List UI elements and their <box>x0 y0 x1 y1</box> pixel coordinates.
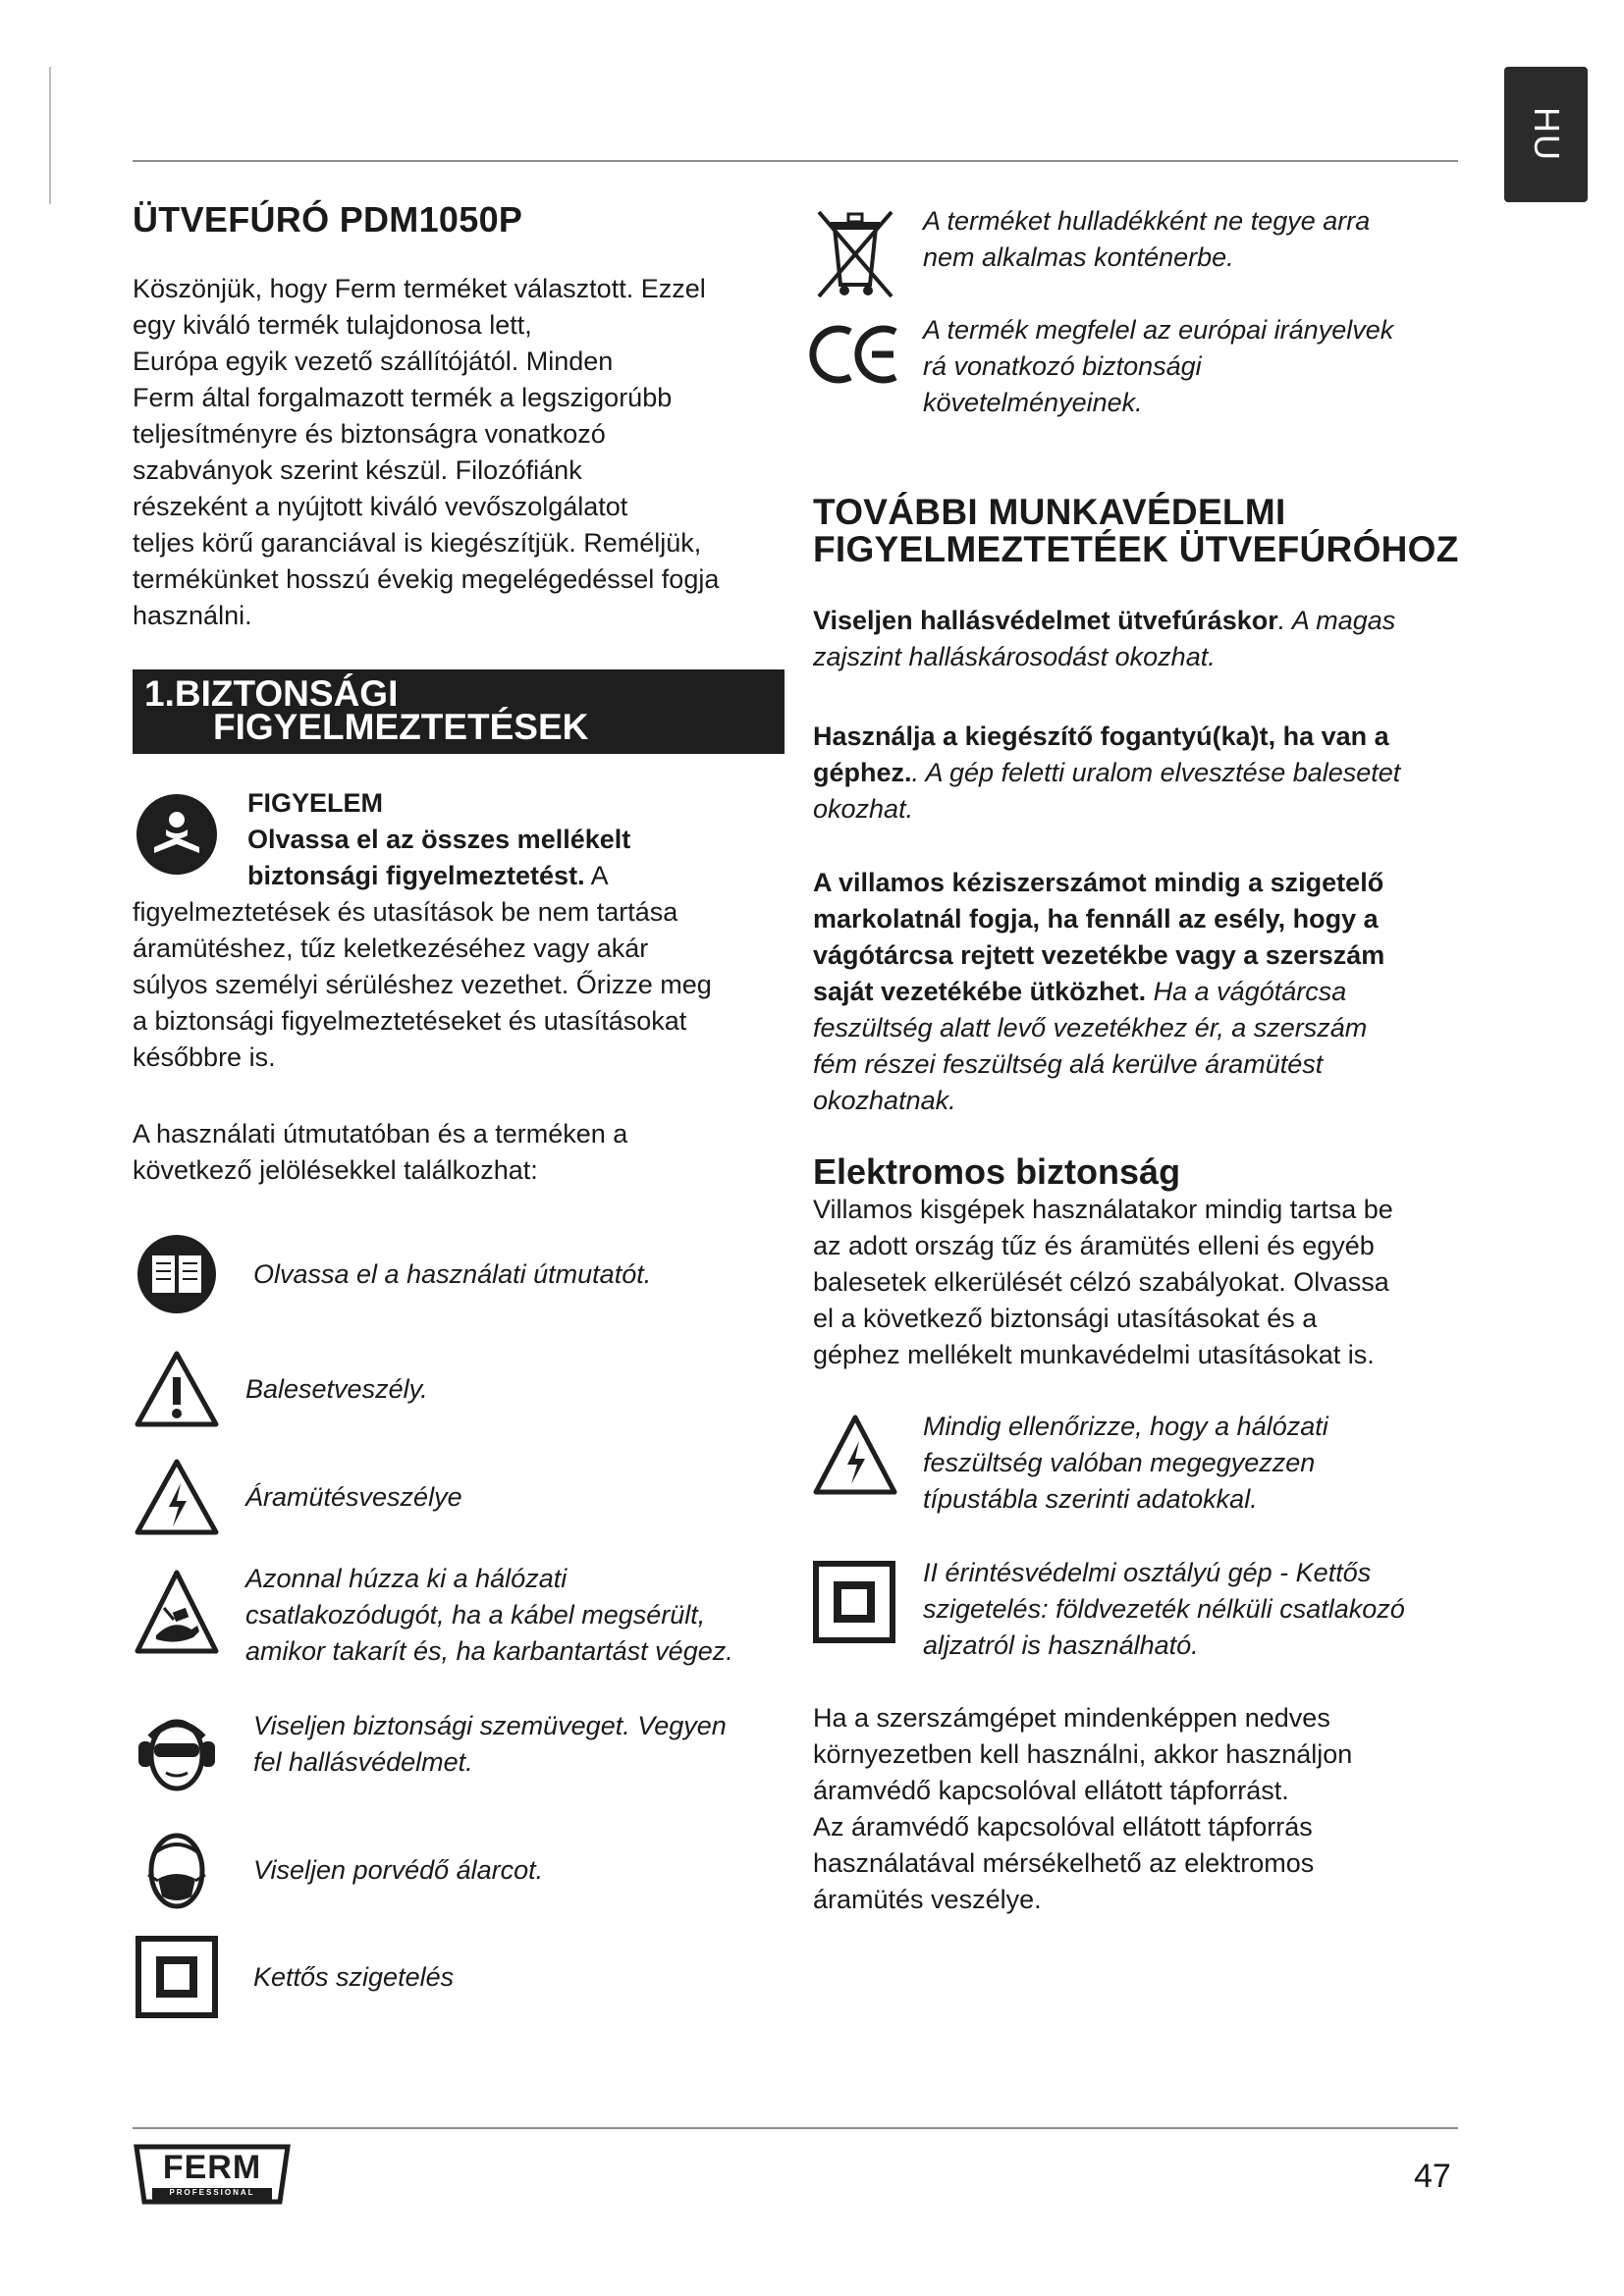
ce-text <box>923 312 1473 421</box>
electrical-safety-body <box>813 1192 1461 1373</box>
weee-bin-icon <box>813 206 897 300</box>
symbol-text: Balesetveszély. <box>245 1373 428 1404</box>
symbol-row <box>133 1350 428 1428</box>
elec-line: géphez mellékelt munkavédelmi utasításokat is. <box>813 1340 1375 1369</box>
intro-line: teljesítményre és biztonságra vonatkozó <box>133 419 606 449</box>
top-rule <box>133 160 1458 162</box>
voltage-line: feszültség valóban megegyezzen <box>923 1448 1316 1477</box>
heading-line1: TOVÁBBI MUNKAVÉDELMI <box>813 492 1286 532</box>
class2-line: II érintésvédelmi osztályú gép - Kettős <box>923 1558 1372 1587</box>
para-italic: Ha a vágótárcsa <box>1146 977 1347 1006</box>
weee-line: A terméket hulladékként ne tegye arra <box>923 206 1371 236</box>
symbol-row <box>133 1826 543 1914</box>
electric-shock-icon <box>133 1458 221 1536</box>
ce-line: A termék megfelel az európai irányelvek <box>923 315 1394 345</box>
symbol-row <box>133 1232 651 1316</box>
symbols-intro <box>133 1116 781 1189</box>
manual-icon <box>133 1232 221 1316</box>
closing-line: Az áramvédő kapcsolóval ellátott tápforrás <box>813 1812 1313 1842</box>
section-title-line1: 1.BIZTONSÁGI <box>144 673 399 714</box>
ce-line: követelményeinek. <box>923 388 1143 417</box>
para-italic: . A gép feletti uralom elvesztése balesetet <box>911 758 1401 787</box>
goggles-ear-protection-icon <box>133 1708 221 1796</box>
warning-bold-line: Olvassa el az összes mellékelt <box>247 825 631 854</box>
symbol-text: Kettős szigetelés <box>253 1961 455 1992</box>
closing-line: használatával mérsékelhető az elektromos <box>813 1848 1315 1878</box>
intro-line: teljes körű garanciával is kiegészítjük. Reméljük, <box>133 528 702 558</box>
page-number: 47 <box>1414 2158 1451 2195</box>
closing-line: áramütés veszélye. <box>813 1885 1042 1914</box>
warning-line: a biztonsági figyelmeztetéseket és utasításokat <box>133 1006 687 1036</box>
dust-mask-icon <box>133 1826 221 1914</box>
warning-line: későbbre is. <box>133 1042 276 1072</box>
para-bold: Használja a kiegészítő fogantyú(ka)t, ha van a <box>813 721 1389 751</box>
heading-line2: FIGYELMEZTETÉEK ÜTVEFÚRÓHOZ <box>813 529 1459 569</box>
symbol-text: Olvassa el a használati útmutatót. <box>253 1258 652 1289</box>
logo-wordmark: FERM <box>162 2149 262 2186</box>
para-bold: markolatnál fogja, ha fennáll az esély, hogy a <box>813 904 1379 934</box>
voltage-line: Mindig ellenőrizze, hogy a hálózati <box>923 1412 1328 1441</box>
voltage-text <box>923 1409 1473 1518</box>
class2-line: szigetelés: földvezeték nélküli csatlakozó <box>923 1594 1405 1624</box>
symbol-text-line: fel hallásvédelmet. <box>253 1747 473 1777</box>
insulated-grip-paragraph <box>813 865 1461 1119</box>
para-italic: fém részei feszültség alá kerülve áramütést <box>813 1049 1324 1079</box>
intro-line: termékünket hosszú évekig megelégedéssel fogja <box>133 564 720 594</box>
symbols-intro-line: A használati útmutatóban és a terméken a <box>133 1119 628 1148</box>
intro-line: egy kiváló termék tulajdonosa lett, <box>133 310 532 340</box>
closing-line: környezetben kell használni, akkor használjon <box>813 1739 1353 1769</box>
closing-paragraph <box>813 1700 1461 1918</box>
weee-line: nem alkalmas konténerbe. <box>923 242 1234 272</box>
para-italic: okozhat. <box>813 794 914 824</box>
voltage-warning-icon <box>813 1414 897 1498</box>
elec-line: Villamos kisgépek használatakor mindig tartsa be <box>813 1195 1393 1224</box>
logo-subtitle: PROFESSIONAL <box>169 2188 255 2197</box>
warning-heading: FIGYELEM <box>247 788 384 818</box>
intro-line: szabványok szerint készül. Filozófiánk <box>133 455 582 485</box>
language-tab <box>1504 67 1588 202</box>
para-italic: zajszint halláskárosodást okozhat. <box>813 642 1216 671</box>
read-manual-warning-icon <box>133 790 221 879</box>
warning-line: áramütéshez, tűz keletkezéséhez vagy akár <box>133 934 649 963</box>
elec-line: balesetek elkerülését célzó szabályokat. Olvassa <box>813 1267 1389 1297</box>
symbol-row <box>133 1936 454 2018</box>
para-italic: okozhatnak. <box>813 1086 956 1115</box>
weee-text <box>923 203 1473 276</box>
warning-body <box>133 894 781 1076</box>
voltage-line: típustábla szerinti adatokkal. <box>923 1484 1258 1514</box>
ce-line: rá vonatkozó biztonsági <box>923 351 1202 381</box>
warning-bold-line: biztonsági figyelmeztetést. <box>247 861 585 890</box>
symbol-text-line: Azonnal húzza ki a hálózati <box>245 1564 568 1593</box>
symbol-text-block <box>253 1708 727 1781</box>
electrical-safety-heading: Elektromos biztonság <box>813 1151 1181 1192</box>
intro-line: részeként a nyújtott kiváló vevőszolgálatot <box>133 492 628 521</box>
para-bold: vágótárcsa rejtett vezetékbe vagy a szerszám <box>813 940 1385 970</box>
hearing-protection-paragraph <box>813 603 1461 675</box>
symbol-text-line: Viseljen biztonsági szemüveget. Vegyen <box>253 1711 727 1740</box>
product-title: ÜTVEFÚRÓ PDM1050P <box>133 199 523 240</box>
warning-line: súlyos személyi sérüléshez vezethet. Őrizze meg <box>133 970 712 999</box>
symbol-text: Áramütésveszélye <box>245 1481 462 1512</box>
double-insulation-icon <box>133 1936 221 2018</box>
para-bold: saját vezetékébe ütközhet. <box>813 977 1147 1006</box>
closing-line: Ha a szerszámgépet mindenképpen nedves <box>813 1703 1330 1733</box>
section-title-line2: FIGYELMEZTETÉSEK <box>213 707 589 747</box>
class2-double-insulation-icon <box>813 1561 895 1643</box>
intro-line: Európa egyik vezető szállítójától. Minden <box>133 347 614 376</box>
elec-line: az adott ország tűz és áramütés elleni és egyéb <box>813 1231 1375 1260</box>
additional-warnings-heading <box>813 494 1461 568</box>
warning-line: figyelmeztetések és utasítások be nem tartása <box>133 897 678 927</box>
symbol-text: Viseljen porvédő álarcot. <box>253 1854 544 1885</box>
intro-line: használni. <box>133 601 252 630</box>
ce-mark-icon <box>807 320 905 389</box>
symbol-row <box>133 1708 727 1796</box>
para-bold: géphez. <box>813 758 912 787</box>
auxiliary-handle-paragraph <box>813 719 1461 828</box>
unplug-icon <box>133 1569 221 1657</box>
warning-icon <box>133 1350 221 1428</box>
margin-bar <box>49 67 51 204</box>
symbol-text-line: amikor takarít és, ha karbantartást végez. <box>245 1636 733 1666</box>
symbol-row <box>133 1561 733 1670</box>
symbol-text-line: csatlakozódugót, ha a kábel megsérült, <box>245 1600 706 1629</box>
warning-tail: A <box>584 861 609 890</box>
class2-line: aljzatról is használható. <box>923 1630 1199 1660</box>
para-bold: A villamos kéziszerszámot mindig a szigetelő <box>813 868 1384 897</box>
warning-heading-block <box>247 785 797 894</box>
para-italic: . A magas <box>1277 606 1396 635</box>
ferm-logo <box>133 2143 292 2206</box>
symbol-text-block <box>245 1561 733 1670</box>
section-heading-bar <box>133 669 785 754</box>
bottom-rule <box>133 2127 1458 2129</box>
intro-paragraph <box>133 271 781 634</box>
elec-line: el a következő biztonsági utasításokat és a <box>813 1304 1318 1333</box>
closing-line: áramvédő kapcsolóval ellátott tápforrást. <box>813 1776 1289 1805</box>
para-italic: feszültség alatt levő vezetékhez ér, a szerszám <box>813 1013 1368 1042</box>
intro-line: Köszönjük, hogy Ferm terméket választott. Ezzel <box>133 274 706 303</box>
symbols-intro-line: következő jelölésekkel találkozhat: <box>133 1155 538 1185</box>
class2-text <box>923 1555 1473 1664</box>
para-bold: Viseljen hallásvédelmet ütvefúráskor <box>813 606 1278 635</box>
symbol-row <box>133 1458 462 1536</box>
intro-line: Ferm által forgalmazott termék a legszigorúbb <box>133 383 673 412</box>
language-code: HU <box>1526 107 1567 162</box>
